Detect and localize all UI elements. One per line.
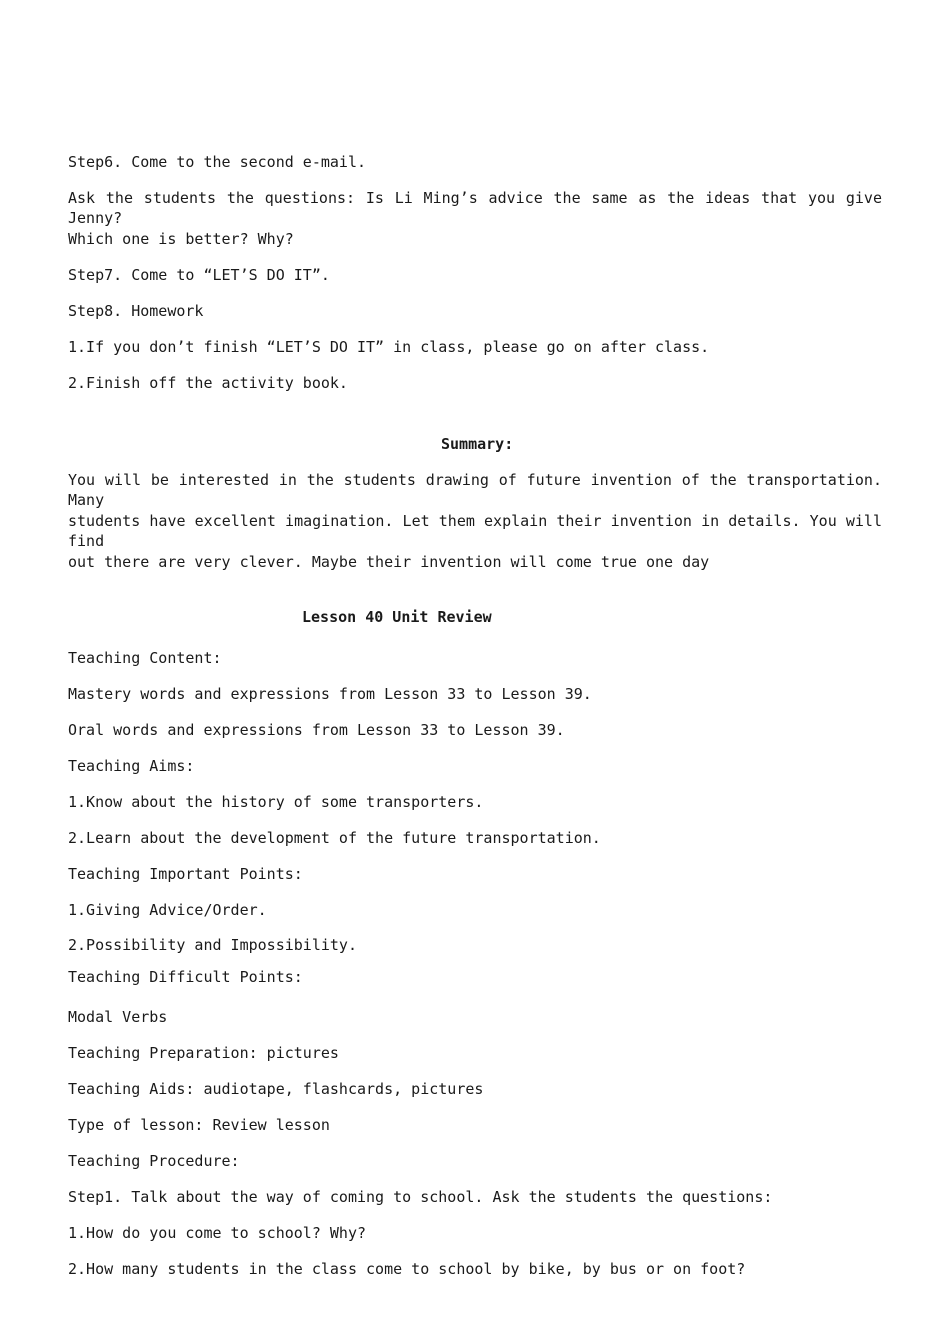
step7-heading: Step7. Come to “LET’S DO IT”. (68, 266, 330, 284)
procedure-question-2: 2.How many students in the class come to school by bike, by bus or on foot? (68, 1260, 746, 1278)
homework-item-1: 1.If you don’t finish “LET’S DO IT” in class, please go on after class. (68, 338, 710, 356)
step6-heading: Step6. Come to the second e-mail. (68, 153, 367, 171)
teaching-procedure-label: Teaching Procedure: (68, 1152, 240, 1170)
important-point-2: 2.Possibility and Impossibility. (68, 936, 357, 954)
summary-title: Summary: (441, 435, 514, 453)
summary-line-2: students have excellent imagination. Let them explain their invention in details. You will find (68, 512, 882, 550)
procedure-question-1: 1.How do you come to school? Why? (68, 1224, 367, 1242)
teaching-preparation: Teaching Preparation: pictures (68, 1044, 339, 1062)
step8-heading: Step8. Homework (68, 302, 204, 320)
summary-line-3: out there are very clever. Maybe their invention will come true one day (68, 553, 710, 571)
oral-words: Oral words and expressions from Lesson 33 to Lesson 39. (68, 721, 565, 739)
teaching-aims-label: Teaching Aims: (68, 757, 195, 775)
important-point-1: 1.Giving Advice/Order. (68, 901, 267, 919)
lesson-type: Type of lesson: Review lesson (68, 1116, 330, 1134)
difficult-points-label: Teaching Difficult Points: (68, 968, 303, 986)
important-points-label: Teaching Important Points: (68, 865, 303, 883)
teaching-content-label: Teaching Content: (68, 649, 222, 667)
step6-question-line2: Which one is better? Why? (68, 230, 294, 248)
step6-question-line1: Ask the students the questions: Is Li Ming’s advice the same as the ideas that you give Jenny? (68, 189, 882, 227)
lesson40-title: Lesson 40 Unit Review (302, 608, 492, 626)
aim-item-1: 1.Know about the history of some transporters. (68, 793, 484, 811)
homework-item-2: 2.Finish off the activity book. (68, 374, 348, 392)
summary-line-1: You will be interested in the students drawing of future invention of the transportation. Many (68, 471, 882, 509)
procedure-step1: Step1. Talk about the way of coming to school. Ask the students the questions: (68, 1188, 773, 1206)
difficult-point: Modal Verbs (68, 1008, 168, 1026)
mastery-words: Mastery words and expressions from Lesson 33 to Lesson 39. (68, 685, 592, 703)
aim-item-2: 2.Learn about the development of the future transportation. (68, 829, 601, 847)
teaching-aids: Teaching Aids: audiotape, flashcards, pictures (68, 1080, 484, 1098)
